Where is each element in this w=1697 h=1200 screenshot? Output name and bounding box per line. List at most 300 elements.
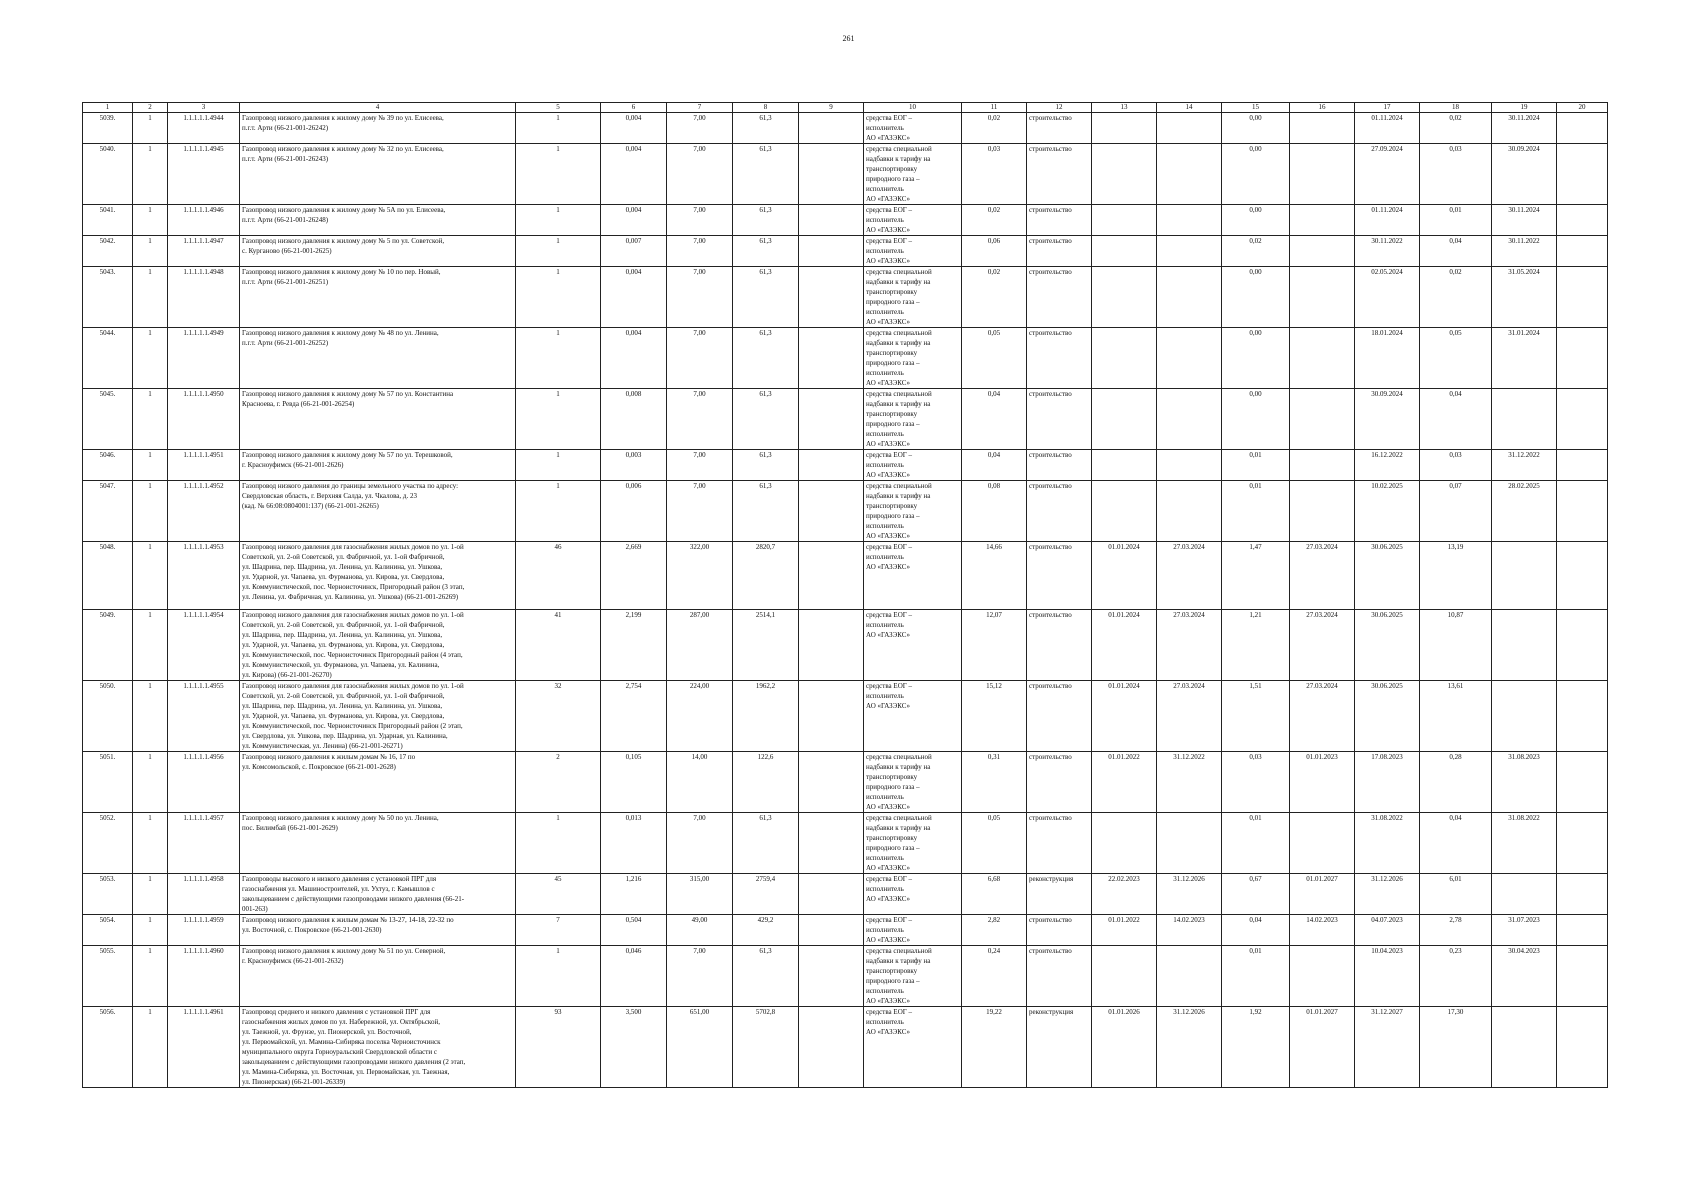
cost-value: 0,04: [962, 389, 1027, 450]
work-type: строительство: [1027, 144, 1092, 205]
object-name: Газопровод низкого давления для газоснабжения жилых домов по ул. 1-ой Советской, ул. 2-ой Советской, ул. Фабричной, ул. 1-ой Фабричной, ул. Шадрина, пер. Шадрина, ул. Ленина, ул. Калинина, ул. Ушкова, ул. Ударной, ул. Чапаева, ул. Фурманова, ул. Кирова, ул. Свердлова, ул. Коммунистической, пос. Черноисточинск Пригородный район (4 этап, ул. Коммунистической, ул. Фурманова, ул. Чапаева, ул. Калинина, ул. Кирова) (66-21-001-26270): [240, 610, 516, 681]
column-number-4: 4: [240, 103, 516, 113]
col20-value: [1557, 681, 1608, 752]
col7-value: 315,00: [667, 874, 733, 915]
col2-value: 1: [133, 542, 168, 610]
col8-value: 61,3: [733, 328, 799, 389]
cost-value: 14,66: [962, 542, 1027, 610]
col2-value: 1: [133, 328, 168, 389]
end-date: [1157, 236, 1222, 267]
col18-value: 10,87: [1420, 610, 1492, 681]
length-km: 0,004: [601, 205, 667, 236]
object-code: 1.1.1.1.1.4951: [168, 450, 240, 481]
col9-value: [799, 610, 864, 681]
work-type: строительство: [1027, 236, 1092, 267]
deadline-date: [1492, 610, 1557, 681]
cost-value: 0,05: [962, 813, 1027, 874]
deadline-date: 28.02.2025: [1492, 481, 1557, 542]
funding-source: средства ЕОГ – исполнитель АО «ГАЗЭКС»: [864, 236, 962, 267]
col7-value: 7,00: [667, 813, 733, 874]
length-km: 1,216: [601, 874, 667, 915]
col2-value: 1: [133, 946, 168, 1007]
column-number-2: 2: [133, 103, 168, 113]
col9-value: [799, 813, 864, 874]
funding-source: средства специальной надбавки к тарифу на транспортировку природного газа – исполнитель АО «ГАЗЭКС»: [864, 481, 962, 542]
cost-value: 0,02: [962, 205, 1027, 236]
start-date: 01.01.2022: [1092, 915, 1157, 946]
table-row: [83, 542, 1608, 610]
col15-value: 0,00: [1222, 389, 1290, 450]
row-number: 5052.: [83, 813, 133, 874]
col18-value: 13,19: [1420, 542, 1492, 610]
row-number: 5048.: [83, 542, 133, 610]
column-number-15: 15: [1222, 103, 1290, 113]
completion-date: 30.06.2025: [1355, 542, 1420, 610]
col7-value: 7,00: [667, 946, 733, 1007]
object-name: Газопровод низкого давления до границы земельного участка по адресу: Свердловская область, г. Верхняя Салда, ул. Чкалова, д. 23 (кад. № 66:08:0804001:137) (66-21-001-26265): [240, 481, 516, 542]
work-type: строительство: [1027, 681, 1092, 752]
col5-value: 41: [516, 610, 601, 681]
col15-value: 0,00: [1222, 144, 1290, 205]
end-date: 27.03.2024: [1157, 610, 1222, 681]
funding-source: средства ЕОГ – исполнитель АО «ГАЗЭКС»: [864, 542, 962, 610]
col5-value: 1: [516, 328, 601, 389]
col5-value: 2: [516, 752, 601, 813]
end-date: [1157, 144, 1222, 205]
col15-value: 1,92: [1222, 1007, 1290, 1088]
completion-date: 30.06.2025: [1355, 610, 1420, 681]
cost-value: 0,05: [962, 328, 1027, 389]
col7-value: 651,00: [667, 1007, 733, 1088]
col2-value: 1: [133, 915, 168, 946]
deadline-date: [1492, 681, 1557, 752]
funding-source: средства специальной надбавки к тарифу на транспортировку природного газа – исполнитель АО «ГАЗЭКС»: [864, 946, 962, 1007]
start-date: [1092, 813, 1157, 874]
column-number-18: 18: [1420, 103, 1492, 113]
funding-source: средства специальной надбавки к тарифу на транспортировку природного газа – исполнитель АО «ГАЗЭКС»: [864, 144, 962, 205]
completion-date: 16.12.2022: [1355, 450, 1420, 481]
row-number: 5039.: [83, 113, 133, 144]
length-km: 0,004: [601, 144, 667, 205]
cost-value: 6,68: [962, 874, 1027, 915]
col8-value: 61,3: [733, 450, 799, 481]
col16-date: [1290, 267, 1355, 328]
object-name: Газопроводы высокого и низкого давления с установкой ПРГ для газоснабжения ул. Машиностроителей, ул. Ухтуз, г. Камышлов с закольцеванием с действующими газопроводами низкого давления (66-21- 001-263): [240, 874, 516, 915]
col7-value: 7,00: [667, 205, 733, 236]
col9-value: [799, 236, 864, 267]
col16-date: 27.03.2024: [1290, 681, 1355, 752]
col15-value: 0,00: [1222, 113, 1290, 144]
col7-value: 7,00: [667, 236, 733, 267]
col5-value: 46: [516, 542, 601, 610]
completion-date: 31.08.2022: [1355, 813, 1420, 874]
col7-value: 7,00: [667, 328, 733, 389]
length-km: 2,199: [601, 610, 667, 681]
col16-date: 27.03.2024: [1290, 542, 1355, 610]
col5-value: 1: [516, 946, 601, 1007]
table-row: [83, 946, 1608, 1007]
col9-value: [799, 328, 864, 389]
col8-value: 1962,2: [733, 681, 799, 752]
col9-value: [799, 915, 864, 946]
length-km: 0,504: [601, 915, 667, 946]
start-date: [1092, 144, 1157, 205]
length-km: 0,046: [601, 946, 667, 1007]
completion-date: 27.09.2024: [1355, 144, 1420, 205]
length-km: 2,669: [601, 542, 667, 610]
registry-table: [82, 102, 1608, 1088]
object-code: 1.1.1.1.1.4948: [168, 267, 240, 328]
work-type: строительство: [1027, 389, 1092, 450]
col18-value: 13,61: [1420, 681, 1492, 752]
cost-value: 0,02: [962, 113, 1027, 144]
funding-source: средства ЕОГ – исполнитель АО «ГАЗЭКС»: [864, 915, 962, 946]
col16-date: 01.01.2027: [1290, 874, 1355, 915]
col7-value: 7,00: [667, 113, 733, 144]
col20-value: [1557, 389, 1608, 450]
col20-value: [1557, 450, 1608, 481]
col5-value: 93: [516, 1007, 601, 1088]
table-row: [83, 874, 1608, 915]
column-number-7: 7: [667, 103, 733, 113]
cost-value: 0,03: [962, 144, 1027, 205]
col8-value: 122,6: [733, 752, 799, 813]
completion-date: 30.06.2025: [1355, 681, 1420, 752]
col9-value: [799, 267, 864, 328]
object-code: 1.1.1.1.1.4961: [168, 1007, 240, 1088]
completion-date: 01.11.2024: [1355, 113, 1420, 144]
col20-value: [1557, 915, 1608, 946]
start-date: 01.01.2026: [1092, 1007, 1157, 1088]
length-km: 0,013: [601, 813, 667, 874]
length-km: 0,004: [601, 267, 667, 328]
col20-value: [1557, 236, 1608, 267]
col9-value: [799, 389, 864, 450]
col9-value: [799, 205, 864, 236]
col8-value: 61,3: [733, 267, 799, 328]
end-date: [1157, 113, 1222, 144]
row-number: 5043.: [83, 267, 133, 328]
col15-value: 0,01: [1222, 450, 1290, 481]
col20-value: [1557, 144, 1608, 205]
col15-value: 0,01: [1222, 813, 1290, 874]
end-date: 27.03.2024: [1157, 681, 1222, 752]
funding-source: средства ЕОГ – исполнитель АО «ГАЗЭКС»: [864, 1007, 962, 1088]
col2-value: 1: [133, 450, 168, 481]
col16-date: [1290, 113, 1355, 144]
start-date: 01.01.2024: [1092, 610, 1157, 681]
start-date: [1092, 267, 1157, 328]
row-number: 5055.: [83, 946, 133, 1007]
column-number-1: 1: [83, 103, 133, 113]
col9-value: [799, 752, 864, 813]
col15-value: 0,01: [1222, 946, 1290, 1007]
table-row: [83, 450, 1608, 481]
col20-value: [1557, 113, 1608, 144]
col18-value: 0,02: [1420, 113, 1492, 144]
col16-date: [1290, 205, 1355, 236]
col20-value: [1557, 542, 1608, 610]
length-km: 3,500: [601, 1007, 667, 1088]
col2-value: 1: [133, 874, 168, 915]
work-type: строительство: [1027, 813, 1092, 874]
end-date: [1157, 267, 1222, 328]
column-number-14: 14: [1157, 103, 1222, 113]
completion-date: 01.11.2024: [1355, 205, 1420, 236]
row-number: 5042.: [83, 236, 133, 267]
table-row: [83, 1007, 1608, 1088]
col20-value: [1557, 946, 1608, 1007]
col16-date: [1290, 328, 1355, 389]
deadline-date: 31.07.2023: [1492, 915, 1557, 946]
col2-value: 1: [133, 813, 168, 874]
work-type: строительство: [1027, 113, 1092, 144]
funding-source: средства специальной надбавки к тарифу на транспортировку природного газа – исполнитель АО «ГАЗЭКС»: [864, 267, 962, 328]
column-number-8: 8: [733, 103, 799, 113]
object-code: 1.1.1.1.1.4958: [168, 874, 240, 915]
deadline-date: [1492, 1007, 1557, 1088]
col2-value: 1: [133, 144, 168, 205]
object-code: 1.1.1.1.1.4954: [168, 610, 240, 681]
cost-value: 12,07: [962, 610, 1027, 681]
col8-value: 61,3: [733, 113, 799, 144]
col2-value: 1: [133, 481, 168, 542]
col16-date: 01.01.2023: [1290, 752, 1355, 813]
col16-date: [1290, 144, 1355, 205]
table-row: [83, 752, 1608, 813]
cost-value: 0,02: [962, 267, 1027, 328]
object-code: 1.1.1.1.1.4957: [168, 813, 240, 874]
deadline-date: 31.08.2023: [1492, 752, 1557, 813]
work-type: строительство: [1027, 946, 1092, 1007]
col20-value: [1557, 874, 1608, 915]
object-name: Газопровод низкого давления к жилым домам № 16, 17 по ул. Комсомольской, с. Покровское (66-21-001-2628): [240, 752, 516, 813]
col2-value: 1: [133, 113, 168, 144]
col18-value: 0,23: [1420, 946, 1492, 1007]
funding-source: средства ЕОГ – исполнитель АО «ГАЗЭКС»: [864, 205, 962, 236]
completion-date: 10.02.2025: [1355, 481, 1420, 542]
col9-value: [799, 681, 864, 752]
object-code: 1.1.1.1.1.4955: [168, 681, 240, 752]
funding-source: средства специальной надбавки к тарифу на транспортировку природного газа – исполнитель АО «ГАЗЭКС»: [864, 752, 962, 813]
completion-date: 17.08.2023: [1355, 752, 1420, 813]
col15-value: 0,00: [1222, 328, 1290, 389]
object-name: Газопровод низкого давления к жилому дому № 32 по ул. Елисеева, п.г.т. Арти (66-21-001-26243): [240, 144, 516, 205]
col5-value: 1: [516, 144, 601, 205]
length-km: 0,008: [601, 389, 667, 450]
object-code: 1.1.1.1.1.4949: [168, 328, 240, 389]
col18-value: 17,30: [1420, 1007, 1492, 1088]
col8-value: 61,3: [733, 481, 799, 542]
col20-value: [1557, 752, 1608, 813]
deadline-date: 31.05.2024: [1492, 267, 1557, 328]
col18-value: 0,04: [1420, 236, 1492, 267]
deadline-date: 31.12.2022: [1492, 450, 1557, 481]
deadline-date: [1492, 542, 1557, 610]
funding-source: средства специальной надбавки к тарифу на транспортировку природного газа – исполнитель АО «ГАЗЭКС»: [864, 389, 962, 450]
completion-date: 02.05.2024: [1355, 267, 1420, 328]
col15-value: 0,04: [1222, 915, 1290, 946]
col20-value: [1557, 267, 1608, 328]
deadline-date: 31.01.2024: [1492, 328, 1557, 389]
object-code: 1.1.1.1.1.4946: [168, 205, 240, 236]
col8-value: 61,3: [733, 813, 799, 874]
column-number-row: [83, 103, 1608, 113]
table-row: [83, 236, 1608, 267]
col18-value: 0,03: [1420, 144, 1492, 205]
end-date: 31.12.2026: [1157, 1007, 1222, 1088]
col9-value: [799, 144, 864, 205]
object-code: 1.1.1.1.1.4945: [168, 144, 240, 205]
object-code: 1.1.1.1.1.4956: [168, 752, 240, 813]
col18-value: 0,02: [1420, 267, 1492, 328]
col7-value: 7,00: [667, 144, 733, 205]
col5-value: 7: [516, 915, 601, 946]
completion-date: 10.04.2023: [1355, 946, 1420, 1007]
table-row: [83, 205, 1608, 236]
row-number: 5040.: [83, 144, 133, 205]
col7-value: 287,00: [667, 610, 733, 681]
completion-date: 30.11.2022: [1355, 236, 1420, 267]
col7-value: 49,00: [667, 915, 733, 946]
col16-date: 14.02.2023: [1290, 915, 1355, 946]
col5-value: 32: [516, 681, 601, 752]
deadline-date: 30.11.2024: [1492, 205, 1557, 236]
col8-value: 2820,7: [733, 542, 799, 610]
col15-value: 0,00: [1222, 205, 1290, 236]
cost-value: 19,22: [962, 1007, 1027, 1088]
col2-value: 1: [133, 681, 168, 752]
col9-value: [799, 113, 864, 144]
col15-value: 0,67: [1222, 874, 1290, 915]
deadline-date: 30.04.2023: [1492, 946, 1557, 1007]
object-name: Газопровод среднего и низкого давления с установкой ПРГ для газоснабжения жилых домов по ул. Набережной, ул. Октябрьской, ул. Таежной, ул. Фрунзе, ул. Пионерской, ул. Восточной, ул. Первомайской, ул. Мамина-Сибиряка поселка Черноисточинск муниципального округа Горноуральский Свердловской области с закольцеванием с действующими газопроводами низкого давления (2 этап, ул. Мамина-Сибиряка, ул. Восточная, ул. Первомайская, ул. Таежная, ул. Пионерская) (66-21-001-26339): [240, 1007, 516, 1088]
work-type: строительство: [1027, 267, 1092, 328]
object-name: Газопровод низкого давления к жилому дому № 5А по ул. Елисеева, п.г.т. Арти (66-21-001-26248): [240, 205, 516, 236]
funding-source: средства ЕОГ – исполнитель АО «ГАЗЭКС»: [864, 610, 962, 681]
col5-value: 1: [516, 205, 601, 236]
completion-date: 30.09.2024: [1355, 389, 1420, 450]
col7-value: 322,00: [667, 542, 733, 610]
table-row: [83, 113, 1608, 144]
start-date: [1092, 389, 1157, 450]
end-date: 31.12.2022: [1157, 752, 1222, 813]
col15-value: 1,47: [1222, 542, 1290, 610]
row-number: 5045.: [83, 389, 133, 450]
object-code: 1.1.1.1.1.4947: [168, 236, 240, 267]
col5-value: 45: [516, 874, 601, 915]
start-date: [1092, 946, 1157, 1007]
col15-value: 1,21: [1222, 610, 1290, 681]
column-number-17: 17: [1355, 103, 1420, 113]
deadline-date: [1492, 874, 1557, 915]
col5-value: 1: [516, 236, 601, 267]
col2-value: 1: [133, 267, 168, 328]
cost-value: 0,04: [962, 450, 1027, 481]
col20-value: [1557, 205, 1608, 236]
funding-source: средства ЕОГ – исполнитель АО «ГАЗЭКС»: [864, 450, 962, 481]
col15-value: 0,01: [1222, 481, 1290, 542]
row-number: 5047.: [83, 481, 133, 542]
table-row: [83, 481, 1608, 542]
object-code: 1.1.1.1.1.4944: [168, 113, 240, 144]
end-date: [1157, 205, 1222, 236]
col16-date: [1290, 450, 1355, 481]
length-km: 0,007: [601, 236, 667, 267]
work-type: строительство: [1027, 481, 1092, 542]
work-type: строительство: [1027, 205, 1092, 236]
object-name: Газопровод низкого давления к жилому дому № 51 по ул. Северной, г. Красноуфимск (66-21-001-2632): [240, 946, 516, 1007]
col8-value: 61,3: [733, 236, 799, 267]
completion-date: 04.07.2023: [1355, 915, 1420, 946]
page-number: 261: [842, 34, 855, 43]
cost-value: 0,08: [962, 481, 1027, 542]
column-number-9: 9: [799, 103, 864, 113]
start-date: [1092, 481, 1157, 542]
col2-value: 1: [133, 610, 168, 681]
cost-value: 0,31: [962, 752, 1027, 813]
col8-value: 429,2: [733, 915, 799, 946]
col18-value: 0,07: [1420, 481, 1492, 542]
start-date: [1092, 113, 1157, 144]
column-number-19: 19: [1492, 103, 1557, 113]
col2-value: 1: [133, 1007, 168, 1088]
completion-date: 31.12.2026: [1355, 874, 1420, 915]
deadline-date: 31.08.2022: [1492, 813, 1557, 874]
work-type: строительство: [1027, 328, 1092, 389]
start-date: [1092, 328, 1157, 389]
col5-value: 1: [516, 267, 601, 328]
col2-value: 1: [133, 205, 168, 236]
table-row: [83, 610, 1608, 681]
object-code: 1.1.1.1.1.4952: [168, 481, 240, 542]
funding-source: средства ЕОГ – исполнитель АО «ГАЗЭКС»: [864, 113, 962, 144]
col9-value: [799, 1007, 864, 1088]
col5-value: 1: [516, 481, 601, 542]
col2-value: 1: [133, 389, 168, 450]
col16-date: [1290, 389, 1355, 450]
column-number-6: 6: [601, 103, 667, 113]
row-number: 5054.: [83, 915, 133, 946]
length-km: 0,003: [601, 450, 667, 481]
col9-value: [799, 481, 864, 542]
col20-value: [1557, 1007, 1608, 1088]
start-date: 01.01.2022: [1092, 752, 1157, 813]
row-number: 5046.: [83, 450, 133, 481]
object-name: Газопровод низкого давления к жилому дому № 10 по пер. Новый, п.г.т. Арти (66-21-001-26251): [240, 267, 516, 328]
length-km: 0,004: [601, 328, 667, 389]
table-row: [83, 915, 1608, 946]
column-number-13: 13: [1092, 103, 1157, 113]
col2-value: 1: [133, 236, 168, 267]
table-row: [83, 144, 1608, 205]
column-number-11: 11: [962, 103, 1027, 113]
start-date: 01.01.2024: [1092, 681, 1157, 752]
table-row: [83, 328, 1608, 389]
work-type: строительство: [1027, 542, 1092, 610]
col5-value: 1: [516, 813, 601, 874]
table-row: [83, 389, 1608, 450]
row-number: 5051.: [83, 752, 133, 813]
col8-value: 2759,4: [733, 874, 799, 915]
col7-value: 14,00: [667, 752, 733, 813]
object-code: 1.1.1.1.1.4959: [168, 915, 240, 946]
object-name: Газопровод низкого давления для газоснабжения жилых домов по ул. 1-ой Советской, ул. 2-ой Советской, ул. Фабричной, ул. 1-ой Фабричной, ул. Шадрина, пер. Шадрина, ул. Ленина, ул. Калинина, ул. Ушкова, ул. Ударной, ул. Чапаева, ул. Фурманова, ул. Кирова, ул. Свердлова, ул. Коммунистической, пос. Черноисточинск, Пригородный район (3 этап, ул. Ленина, ул. Фабричная, ул. Калинина, ул. Ушкова) (66-21-001-26269): [240, 542, 516, 610]
completion-date: 31.12.2027: [1355, 1007, 1420, 1088]
col18-value: 0,01: [1420, 205, 1492, 236]
col7-value: 7,00: [667, 267, 733, 328]
col16-date: [1290, 236, 1355, 267]
